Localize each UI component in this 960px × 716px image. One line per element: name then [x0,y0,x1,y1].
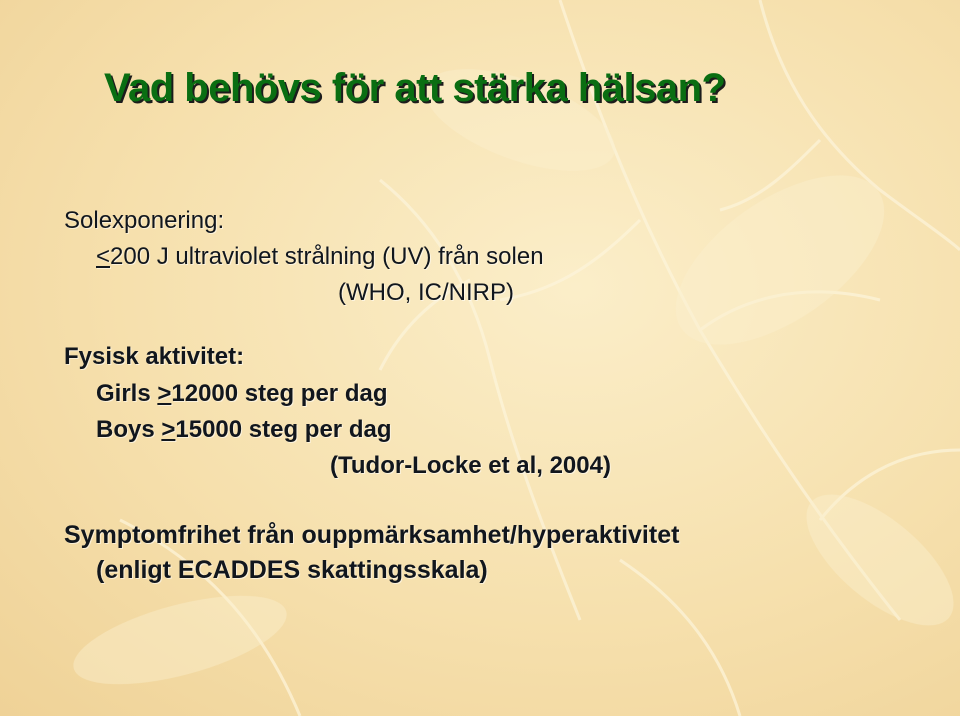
sun-heading: Solexponering: [64,207,225,234]
boys-text: 15000 steg per dag [175,416,392,443]
greater-than-symbol: > [157,380,172,407]
activity-heading: Fysisk aktivitet: [64,343,245,370]
girls-line [96,380,387,408]
sun-detail [96,243,544,271]
boys-label: Boys [96,416,162,443]
girls-label: Girls [96,380,158,407]
symptoms-source: (enligt ECADDES skattingsskala) [96,556,488,584]
boys-line [96,416,391,444]
activity-source: (Tudor-Locke et al, 2004) [330,452,611,479]
slide-title: Vad behövs för att stärka hälsan? [104,66,726,110]
symptoms-heading: Symptomfrihet från ouppmärksamhet/hyperaktivitet [64,521,680,549]
girls-text: 12000 steg per dag [171,380,388,407]
less-than-symbol: < [96,243,111,270]
sun-detail-text: 200 J ultraviolet strålning (UV) från solen [110,243,544,270]
greater-than-symbol: > [161,416,176,443]
sun-source: (WHO, IC/NIRP) [338,279,514,306]
